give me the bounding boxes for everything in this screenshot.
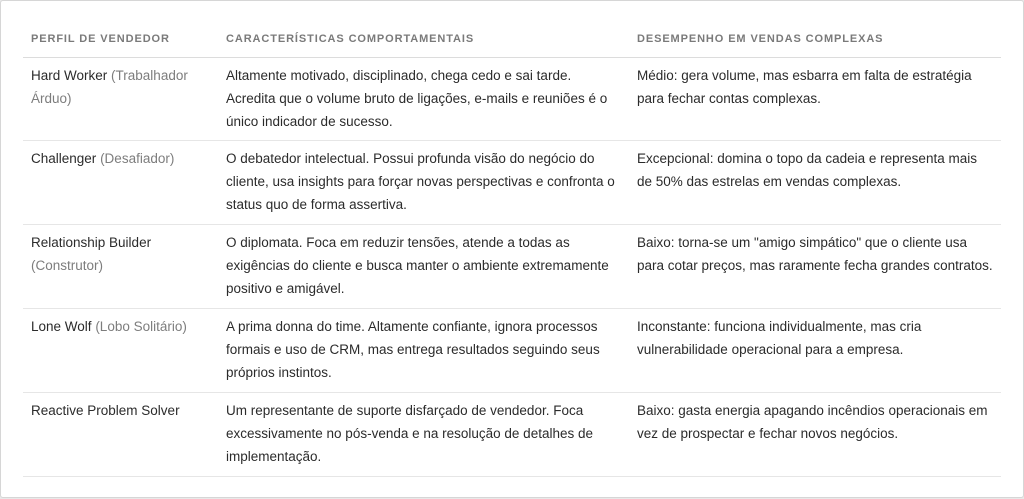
- table-row: [23, 309, 1001, 393]
- performance-cell: Médio: gera volume, mas esbarra em falta de estratégia para fechar contas complexas.: [629, 58, 1001, 141]
- profile-name: Challenger: [31, 151, 97, 166]
- profile-name: Relationship Builder: [31, 235, 152, 250]
- profile-name: Lone Wolf: [31, 319, 92, 334]
- table-row: [23, 58, 1001, 141]
- profile-cell: [23, 225, 218, 309]
- profile-cell: [23, 58, 218, 141]
- behavior-cell: Altamente motivado, disciplinado, chega cedo e sai tarde. Acredita que o volume bruto de ligações, e-mails e reuniões é o único indicador de sucesso.: [218, 58, 629, 141]
- table-row: [23, 225, 1001, 309]
- profile-translation: (Construtor): [31, 258, 104, 273]
- header-behavior: CARACTERÍSTICAS COMPORTAMENTAIS: [218, 21, 629, 58]
- performance-cell: Excepcional: domina o topo da cadeia e representa mais de 50% das estrelas em vendas complexas.: [629, 141, 1001, 225]
- profile-translation: (Trabalhador Árduo): [31, 68, 188, 106]
- header-row: [23, 21, 1001, 58]
- behavior-cell: Um representante de suporte disfarçado de vendedor. Foca excessivamente no pós-venda e na resolução de detalhes de implementação.: [218, 393, 629, 477]
- profile-name: Hard Worker: [31, 68, 108, 83]
- table-header: [23, 21, 1001, 58]
- table-row: [23, 141, 1001, 225]
- table-row: [23, 393, 1001, 477]
- profile-cell: [23, 141, 218, 225]
- performance-cell: Inconstante: funciona individualmente, mas cria vulnerabilidade operacional para a empresa.: [629, 309, 1001, 393]
- seller-profiles-table: [23, 21, 1001, 477]
- performance-cell: Baixo: torna-se um "amigo simpático" que o cliente usa para cotar preços, mas raramente fecha grandes contratos.: [629, 225, 1001, 309]
- header-performance: DESEMPENHO EM VENDAS COMPLEXAS: [629, 21, 1001, 58]
- header-profile: PERFIL DE VENDEDOR: [23, 21, 218, 58]
- performance-cell: Baixo: gasta energia apagando incêndios operacionais em vez de prospectar e fechar novos negócios.: [629, 393, 1001, 477]
- profile-name: Reactive Problem Solver: [31, 403, 180, 418]
- behavior-cell: O diplomata. Foca em reduzir tensões, atende a todas as exigências do cliente e busca manter o ambiente extremamente positivo e amigável.: [218, 225, 629, 309]
- profile-translation: (Desafiador): [100, 151, 175, 166]
- behavior-cell: A prima donna do time. Altamente confiante, ignora processos formais e uso de CRM, mas entrega resultados seguindo seus próprios instintos.: [218, 309, 629, 393]
- profile-cell: [23, 309, 218, 393]
- table-body: [23, 58, 1001, 477]
- profile-translation: (Lobo Solitário): [95, 319, 187, 334]
- behavior-cell: O debatedor intelectual. Possui profunda visão do negócio do cliente, usa insights para forçar novas perspectivas e confronta o status quo de forma assertiva.: [218, 141, 629, 225]
- profile-cell: [23, 393, 218, 477]
